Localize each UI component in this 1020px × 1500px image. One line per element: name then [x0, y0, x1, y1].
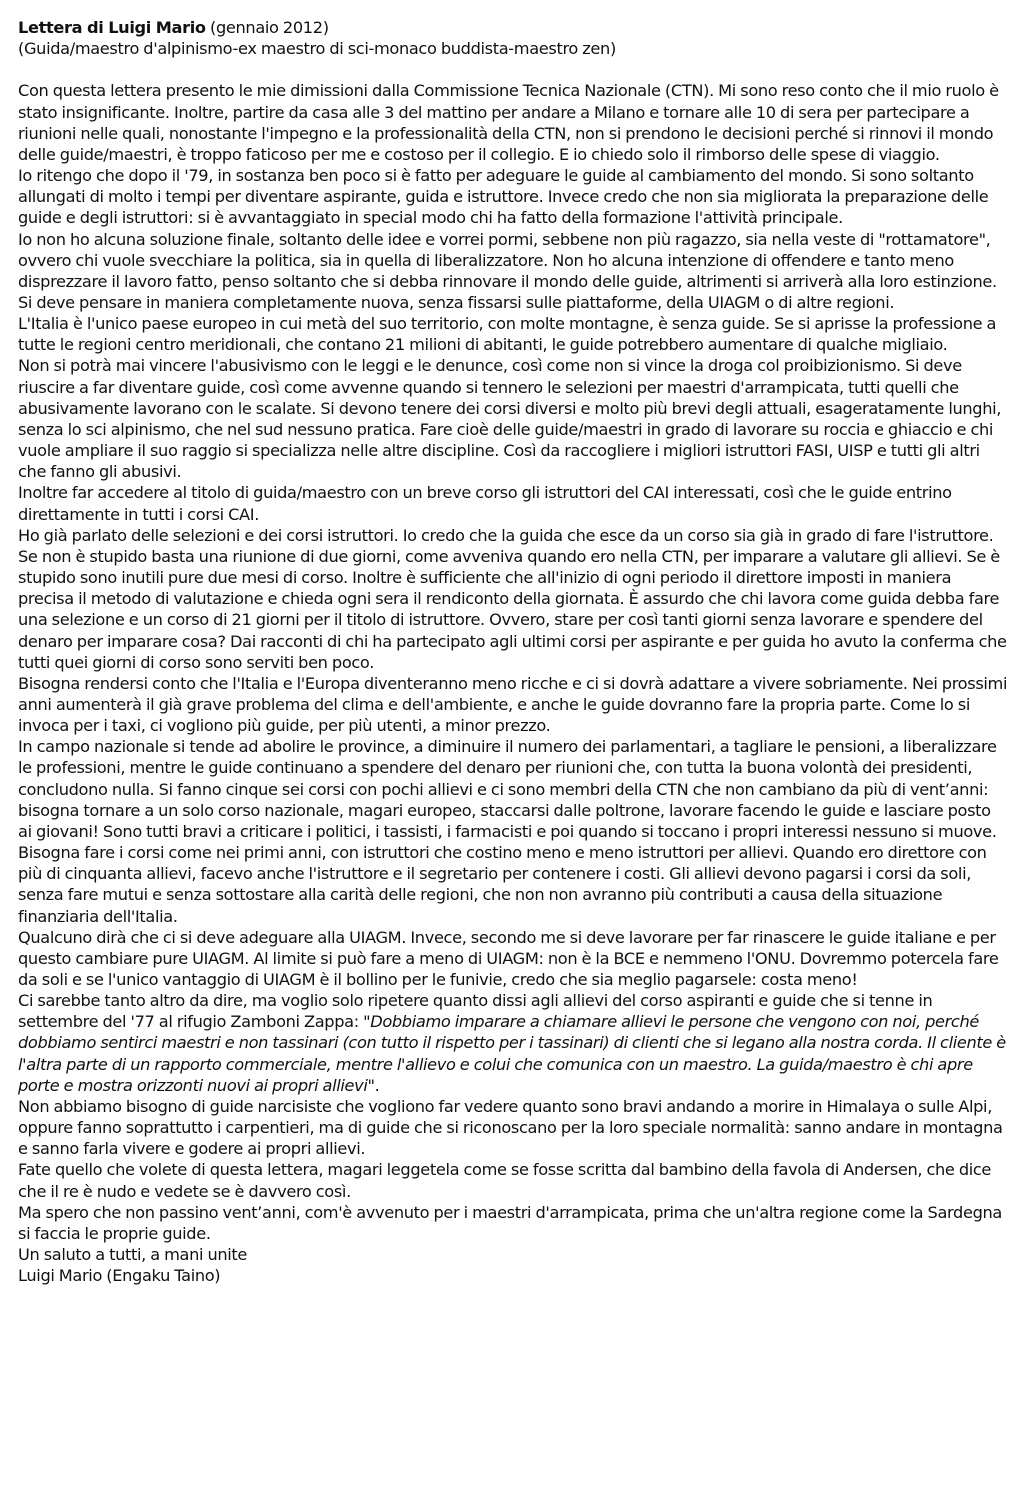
paragraph: Ma spero che non passino vent’anni, com'è avvenuto per i maestri d'arrampicata, prima che un'altra regione come la Sardegna si faccia le proprie guide.	[18, 1202, 1002, 1243]
quote-intro: Ci sarebbe tanto altro da dire, ma voglio solo ripetere quanto dissi agli allievi del corso aspiranti e guide che si tenne in settembre del '77 al rifugio Zamboni Zappa: "	[18, 991, 933, 1032]
paragraph: In campo nazionale si tende ad abolire le province, a diminuire il numero dei parlamentari, a tagliare le pensioni, a liberalizzare le professioni, mentre le guide continuano a spendere del denaro per riunioni che, con tutta la buona volontà dei presidenti, concludono nulla. Si fanno cinque sei corsi con pochi allievi e ci sono membri della CTN che non cambiano da più di vent’anni: bisogna tornare a un solo corso nazionale, magari europeo, staccarsi dalle poltrone, lavorare facendo le guide e lasciare posto ai giovani! Sono tutti bravi a criticare i politici, i tassisti, i farmacisti e poi quando si toccano i propri interessi nessuno si muove.	[18, 737, 997, 841]
paragraph: Inoltre far accedere al titolo di guida/maestro con un breve corso gli istruttori del CAI interessati, così che le guide entrino direttamente in tutti i corsi CAI.	[18, 483, 952, 524]
letter-title-author: Lettera di Luigi Mario	[18, 18, 206, 37]
paragraph: L'Italia è l'unico paese europeo in cui metà del suo territorio, con molte montagne, è senza guide. Se si aprisse la professione a tutte le regioni centro meridionali, che contano 21 milioni di abitanti, le guide potrebbero aumentare di qualche migliaio.	[18, 314, 997, 355]
letter-title	[18, 17, 1008, 38]
paragraph: Fate quello che volete di questa lettera, magari leggetela come se fosse scritta dal bambino della favola di Andersen, che dice che il re è nudo e vedete se è davvero così.	[18, 1160, 992, 1201]
paragraph: Qualcuno dirà che ci si deve adeguare alla UIAGM. Invece, secondo me si deve lavorare per far rinascere le guide italiane e per questo cambiare pure UIAGM. Al limite si può fare a meno di UIAGM: non è la BCE e nemmeno l'ONU. Dovremmo potercela fare da soli e se l'unico vantaggio di UIAGM è il bollino per le funivie, credo che sia meglio pagarsele: costa meno!	[18, 927, 999, 990]
closing-greeting: Un saluto a tutti, a mani unite	[18, 1245, 248, 1265]
quote-paragraph	[18, 990, 1008, 1096]
letter-header	[18, 17, 1008, 59]
letter-document	[18, 17, 1008, 1286]
letter-subtitle: (Guida/maestro d'alpinismo-ex maestro di sci-monaco buddista-maestro zen)	[18, 39, 616, 59]
paragraph: Con questa lettera presento le mie dimissioni dalla Commissione Tecnica Nazionale (CTN). Mi sono reso conto che il mio ruolo è stato insignificante. Inoltre, partire da casa alle 3 del mattino per andare a Milano e tornare alle 10 di sera per partecipare a riunioni nelle quali, nonostante l'impegno e la professionalità della CTN, non si prendono le decisioni perché si rinnovi il mondo delle guide/maestri, è troppo faticoso per me e costoso per il collegio. E io chiedo solo il rimborso delle spese di viaggio.	[18, 81, 999, 164]
paragraph: Ho già parlato delle selezioni e dei corsi istruttori. Io credo che la guida che esce da un corso sia già in grado di fare l'istruttore. Se non è stupido basta una riunione di due giorni, come avveniva quando ero nella CTN, per imparare a valutare gli allievi. Se è stupido sono inutili pure due mesi di corso. Inoltre è sufficiente che all'inizio di ogni periodo il direttore imposti in maniera precisa il metodo di valutazione e chieda ogni sera il rendiconto della giornata. È assurdo che chi lavora come guida debba fare una selezione e un corso di 21 giorni per il titolo di istruttore. Ovvero, stare per così tanti giorni senza lavorare e spendere del denaro per imparare cosa? Dai racconti di chi ha partecipato agli ultimi corsi per aspirante e per guida ho avuto la conferma che tutti quei giorni di corso sono serviti ben poco.	[18, 525, 1007, 672]
quote-text: Dobbiamo imparare a chiamare allievi le persone che vengono con noi, perché dobbiamo sentirci maestri e non tassinari (con tutto il rispetto per i tassinari) di clienti che si legano alla nostra corda. Il cliente è l'altra parte di un rapporto commerciale, mentre l'allievo e colui che comunica con un maestro. La guida/maestro è chi apre porte e mostra orizzonti nuovi ai propri allievi	[18, 1012, 1006, 1095]
paragraph: Bisogna fare i corsi come nei primi anni, con istruttori che costino meno e meno istruttori per allievi. Quando ero direttore con più di cinquanta allievi, facevo anche l'istruttore e il segretario per contenere i costi. Gli allievi devono pagarsi i corsi da soli, senza fare mutui e senza sottostare alla carità delle regioni, che non non avranno più contributi a causa della situazione finanziaria dell'Italia.	[18, 843, 987, 926]
letter-title-date: (gennaio 2012)	[205, 18, 329, 37]
paragraph: Bisogna rendersi conto che l'Italia e l'Europa diventeranno meno ricche e ci si dovrà adattare a vivere sobriamente. Nei prossimi anni aumenterà il già grave problema del clima e dell'ambiente, e anche le guide dovranno fare la propria parte. Come lo si invoca per i taxi, ci vogliono più guide, per più utenti, a minor prezzo.	[18, 673, 1008, 736]
quote-outro: ".	[367, 1075, 380, 1095]
paragraph: Io ritengo che dopo il '79, in sostanza ben poco si è fatto per adeguare le guide al cambiamento del mondo. Si sono soltanto allungati di molto i tempi per diventare aspirante, guida e istruttore. Invece credo che non sia migliorata la preparazione delle guide e degli istruttori: si è avvantaggiato in special modo chi ha fatto della formazione l'attività principale.	[18, 166, 989, 228]
paragraph: Si deve pensare in maniera completamente nuova, senza fissarsi sulle piattaforme, della UIAGM o di altre regioni.	[18, 293, 895, 313]
paragraph: Non abbiamo bisogno di guide narcisiste che vogliono far vedere quanto sono bravi andando a morire in Himalaya o sulle Alpi, oppure fanno soprattutto i carpentieri, ma di guide che si riconoscano per la loro speciale normalità: sanno andare in montagna e sanno farla vivere e godere ai propri allievi.	[18, 1096, 1003, 1159]
signature: Luigi Mario (Engaku Taino)	[18, 1266, 221, 1286]
paragraph: Io non ho alcuna soluzione finale, soltanto delle idee e vorrei pormi, sebbene non più ragazzo, sia nella veste di "rottamatore", ovvero chi vuole svecchiare la politica, sia in quella di liberalizzatore. Non ho alcuna intenzione di offendere e tanto meno disprezzare il lavoro fatto, penso soltanto che si debba rinnovare il mondo delle guide, altrimenti si arriverà alla loro estinzione.	[18, 229, 997, 291]
paragraph: Non si potrà mai vincere l'abusivismo con le leggi e le denunce, così come non si vince la droga col proibizionismo. Si deve riuscire a far diventare guide, così come avvenne quando si tennero le selezioni per maestri d'arrampicata, tutti quelli che abusivamente lavorano con le scalate. Si devono tenere dei corsi diversi e molto più brevi degli attuali, esageratamente lunghi, senza lo sci alpinismo, che nel sud nessuno pratica. Fare cioè delle guide/maestri in grado di lavorare su roccia e ghiaccio e chi vuole ampliare il suo raggio si specializza nelle altre discipline. Così da raccogliere i migliori istruttori FASI, UISP e tutti gli altri che fanno gli abusivi.	[18, 356, 1002, 482]
